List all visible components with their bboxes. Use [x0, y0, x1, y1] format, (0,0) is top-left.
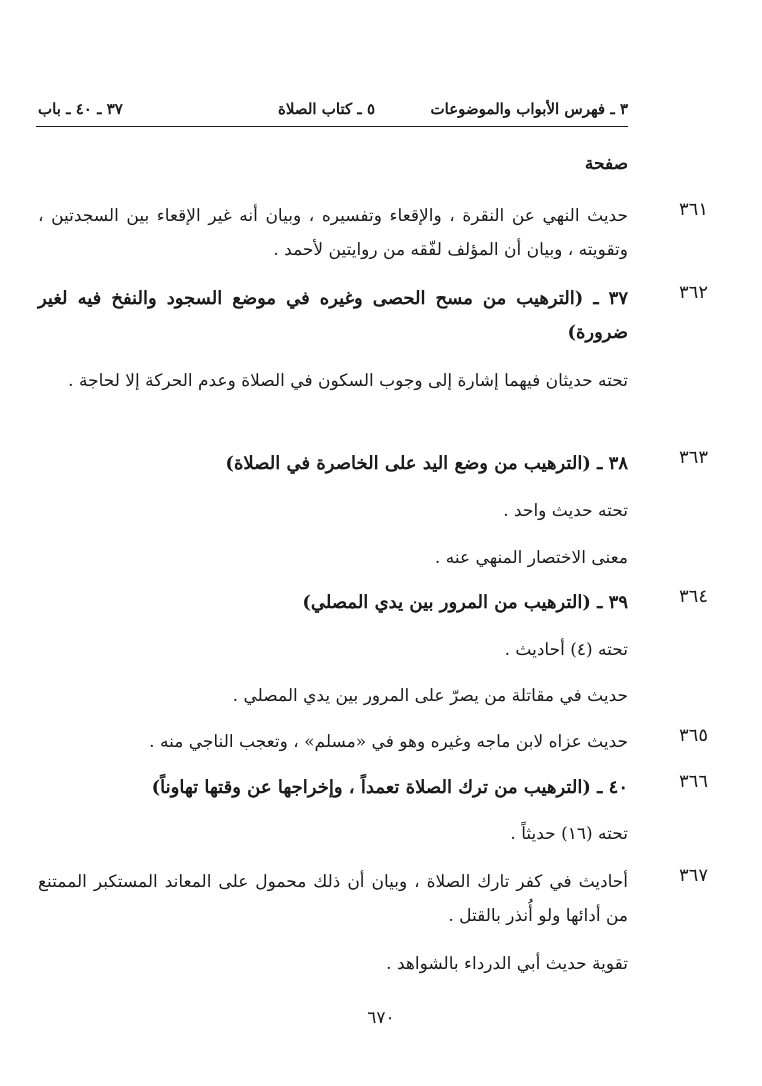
entry-text: أحاديث في كفر تارك الصلاة ، وبيان أن ذلك محمول على المعاند المستكبر الممتنع من أدائها ولو أُنذر بالقتل . — [38, 872, 628, 926]
entry-note: حديث في مقاتلة من يصرّ على المرور بين يدي المصلي . — [232, 686, 628, 706]
entry-page-number: ٣٦٧ — [678, 865, 708, 886]
entry-page-number: ٣٦٤ — [678, 586, 708, 607]
chapter-heading: ٣٩ ـ (الترهيب من المرور بين يدي المصلي) — [302, 592, 628, 613]
entry-text: حديث عزاه لابن ماجه وغيره وهو في «مسلم» ، وتعجب الناجي منه . — [149, 732, 628, 752]
entry-note: تحته (١٦) حديثاً . — [510, 824, 628, 844]
entry-note: تحته (٤) أحاديث . — [504, 640, 628, 660]
entry-note: تقوية حديث أبي الدرداء بالشواهد . — [386, 954, 628, 974]
entry-note: تحته حديث واحد . — [503, 501, 628, 521]
running-header — [38, 96, 628, 124]
entry-page-number: ٣٦١ — [678, 199, 708, 220]
header-section-title: ٣ ـ فهرس الأبواب والموضوعات — [430, 100, 628, 118]
header-chapter-range: ٣٧ ـ ٤٠ ـ باب — [38, 100, 123, 118]
entry-page-number: ٣٦٥ — [678, 725, 708, 746]
chapter-heading: ٣٨ ـ (الترهيب من وضع اليد على الخاصرة في الصلاة) — [225, 453, 628, 474]
entry-note: معنى الاختصار المنهي عنه . — [434, 548, 628, 568]
entry-note: تحته حديثان فيهما إشارة إلى وجوب السكون في الصلاة وعدم الحركة إلا لحاجة . — [68, 371, 628, 391]
entry-page-number: ٣٦٢ — [678, 282, 708, 303]
entry-page-number: ٣٦٣ — [678, 447, 708, 468]
page-column-label: صفحة — [584, 154, 628, 174]
chapter-heading: ٣٧ ـ (الترهيب من مسح الحصى وغيره في موضع السجود والنفخ فيه لغير ضرورة) — [38, 288, 628, 343]
header-rule — [36, 126, 628, 127]
chapter-heading: ٤٠ ـ (الترهيب من ترك الصلاة تعمداً ، وإخراجها عن وقتها تهاوناً) — [151, 777, 628, 798]
entry-page-number: ٣٦٦ — [678, 771, 708, 792]
header-book-title: ٥ ـ كتاب الصلاة — [278, 100, 376, 118]
entry-text: حديث النهي عن النقرة ، والإقعاء وتفسيره ، وبيان أنه غير الإقعاء بين السجدتين ، وتقويته ، وبيان أن المؤلف لفّقه من روايتين لأحمد . — [38, 206, 628, 260]
page-number: ٦٧٠ — [367, 1008, 395, 1028]
